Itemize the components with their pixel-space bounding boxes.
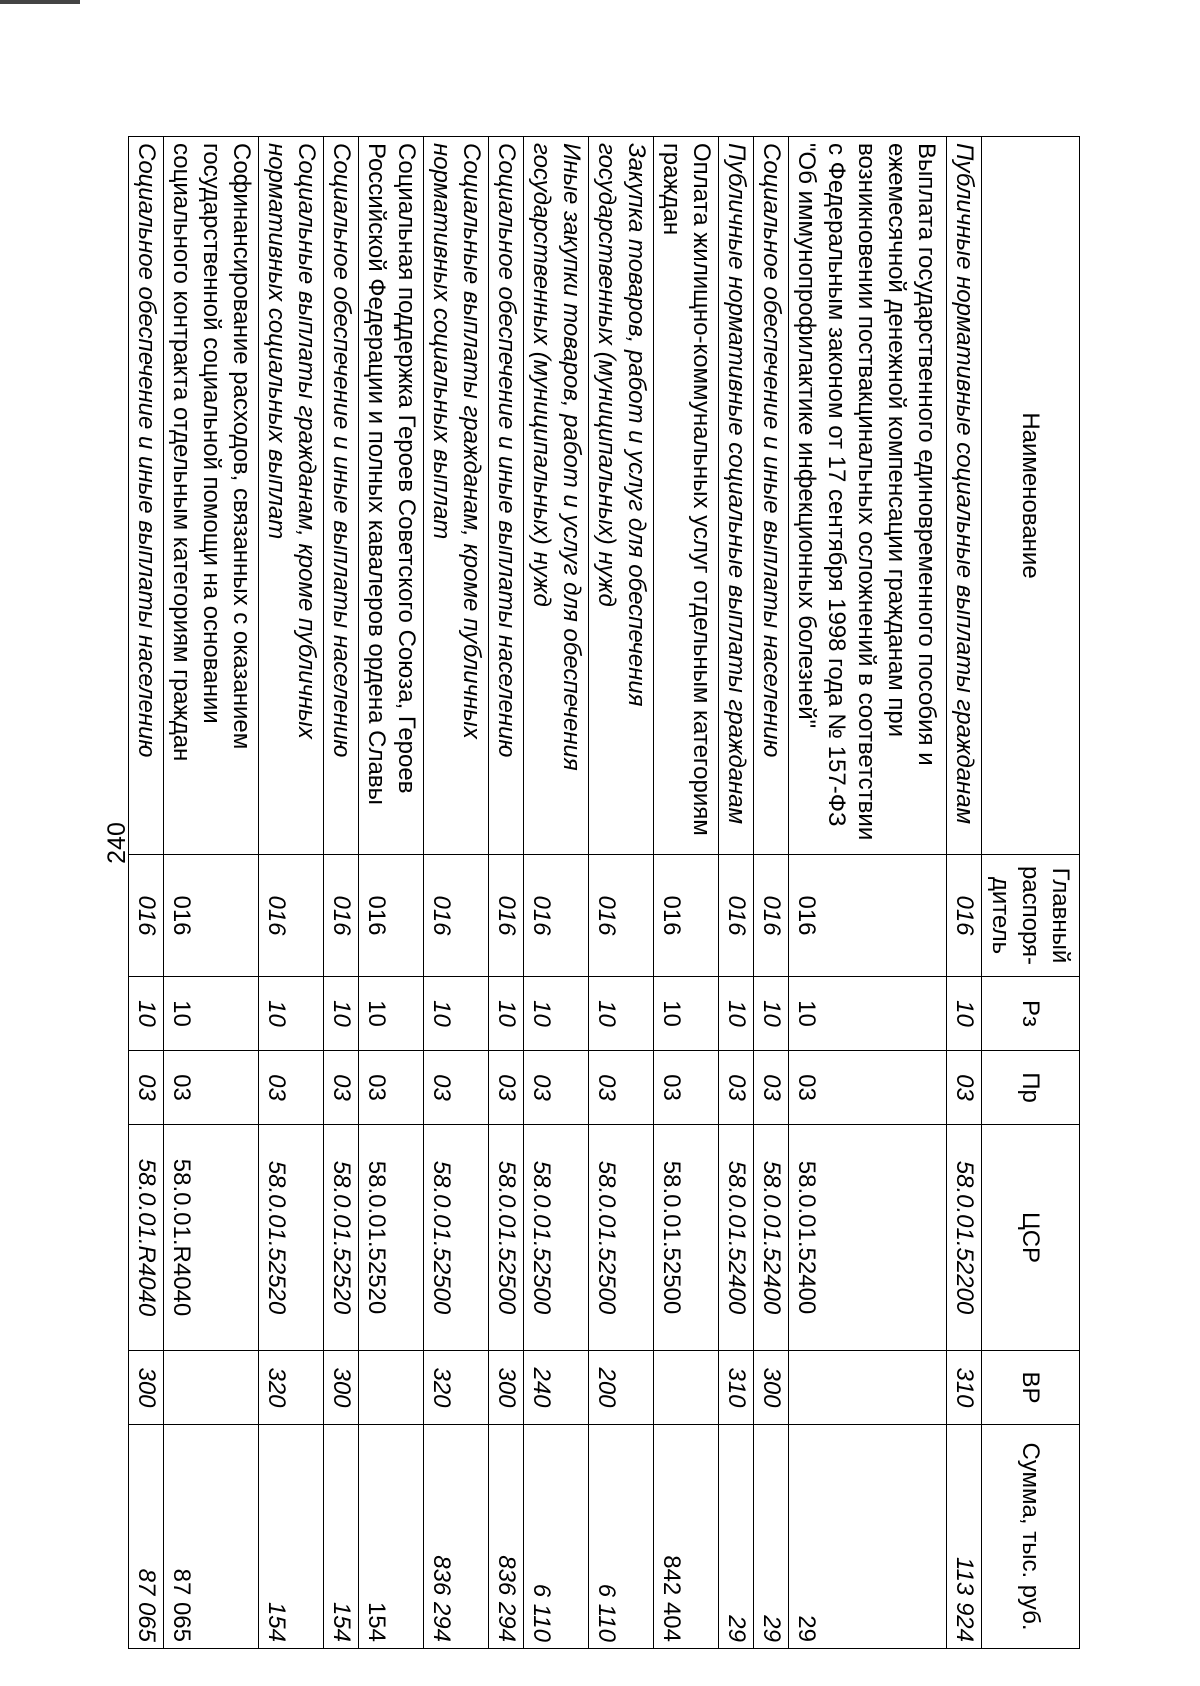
cell-sum: 6 110 [524, 1425, 589, 1649]
cell-csr: 58.0.01.52520 [324, 1125, 359, 1351]
cell-pr: 03 [947, 1051, 982, 1125]
cell-vr: 240 [524, 1351, 589, 1425]
cell-vr: 310 [947, 1351, 982, 1425]
cell-rz: 10 [259, 977, 324, 1051]
cell-rz: 10 [129, 977, 164, 1051]
table-row [524, 137, 589, 1649]
cell-pr: 03 [324, 1051, 359, 1125]
cell-name: Иные закупки товаров, работ и услуг для обеспечения государственных (муниципальных) нужд [524, 137, 589, 855]
page-number: 240 [102, 822, 131, 864]
cell-name: Закупка товаров, работ и услуг для обеспечения государственных (муниципальных) нужд [589, 137, 654, 855]
scan-edge-mark [0, 0, 80, 4]
cell-rz: 10 [524, 977, 589, 1051]
cell-pr: 03 [654, 1051, 719, 1125]
cell-csr: 58.0.01.52500 [524, 1125, 589, 1351]
cell-pr: 03 [524, 1051, 589, 1125]
cell-gr: 016 [164, 855, 259, 977]
cell-name: Социальное обеспечение и иные выплаты населению [489, 137, 524, 855]
header-name: Наименование [982, 137, 1080, 855]
cell-gr: 016 [754, 855, 789, 977]
cell-sum: 6 110 [589, 1425, 654, 1649]
table-row [424, 137, 489, 1649]
table-row [947, 137, 982, 1649]
cell-sum: 154 [359, 1425, 424, 1649]
cell-rz: 10 [359, 977, 424, 1051]
cell-rz: 10 [424, 977, 489, 1051]
cell-csr: 58.0.01.52500 [589, 1125, 654, 1351]
cell-csr: 58.0.01.52500 [489, 1125, 524, 1351]
table-row [589, 137, 654, 1649]
table-row [324, 137, 359, 1649]
cell-vr: 300 [129, 1351, 164, 1425]
cell-sum: 836 294 [424, 1425, 489, 1649]
cell-gr: 016 [947, 855, 982, 977]
cell-rz: 10 [754, 977, 789, 1051]
cell-pr: 03 [719, 1051, 754, 1125]
cell-sum: 87 065 [129, 1425, 164, 1649]
cell-gr: 016 [259, 855, 324, 977]
cell-name: Социальное обеспечение и иные выплаты населению [754, 137, 789, 855]
table-row [789, 137, 947, 1649]
header-sum: Сумма, тыс. руб. [982, 1425, 1080, 1649]
cell-csr: 58.0.01.52400 [719, 1125, 754, 1351]
cell-name: Социальное обеспечение и иные выплаты населению [324, 137, 359, 855]
cell-gr: 016 [359, 855, 424, 977]
cell-sum: 154 [259, 1425, 324, 1649]
rotated-table-area [133, 136, 1080, 1648]
cell-pr: 03 [129, 1051, 164, 1125]
cell-vr [359, 1351, 424, 1425]
cell-vr [789, 1351, 947, 1425]
cell-vr: 320 [424, 1351, 489, 1425]
budget-table [128, 136, 1080, 1649]
cell-pr: 03 [589, 1051, 654, 1125]
cell-vr [654, 1351, 719, 1425]
cell-pr: 03 [754, 1051, 789, 1125]
cell-csr: 58.0.01.52520 [359, 1125, 424, 1351]
table-row [164, 137, 259, 1649]
header-vr: ВР [982, 1351, 1080, 1425]
cell-gr: 016 [424, 855, 489, 977]
cell-pr: 03 [489, 1051, 524, 1125]
table-row [259, 137, 324, 1649]
header-csr: ЦСР [982, 1125, 1080, 1351]
cell-rz: 10 [789, 977, 947, 1051]
cell-csr: 58.0.01.52500 [654, 1125, 719, 1351]
cell-csr: 58.0.01.R4040 [129, 1125, 164, 1351]
cell-sum: 29 [754, 1425, 789, 1649]
cell-name: Софинансирование расходов, связанных с оказанием государственной социальной помощи на основании социального контракта отдельным категориям граждан [164, 137, 259, 855]
header-gr: Главный распоря-дитель [982, 855, 1080, 977]
table-row [489, 137, 524, 1649]
cell-vr: 300 [754, 1351, 789, 1425]
cell-name: Публичные нормативные социальные выплаты гражданам [947, 137, 982, 855]
cell-pr: 03 [164, 1051, 259, 1125]
table-row [754, 137, 789, 1649]
cell-vr: 300 [489, 1351, 524, 1425]
cell-gr: 016 [324, 855, 359, 977]
cell-name: Публичные нормативные социальные выплаты гражданам [719, 137, 754, 855]
cell-pr: 03 [789, 1051, 947, 1125]
cell-gr: 016 [129, 855, 164, 977]
cell-rz: 10 [947, 977, 982, 1051]
table-row [359, 137, 424, 1649]
cell-pr: 03 [259, 1051, 324, 1125]
cell-gr: 016 [524, 855, 589, 977]
cell-vr: 300 [324, 1351, 359, 1425]
table-row [654, 137, 719, 1649]
cell-rz: 10 [324, 977, 359, 1051]
cell-csr: 58.0.01.52520 [259, 1125, 324, 1351]
header-pr: Пр [982, 1051, 1080, 1125]
cell-csr: 58.0.01.52500 [424, 1125, 489, 1351]
cell-vr: 310 [719, 1351, 754, 1425]
cell-gr: 016 [719, 855, 754, 977]
cell-name: Выплата государственного единовременного пособия и ежемесячной денежной компенсации гражданам при возникновении поствакцинальных осложнений в соответствии с Федеральным законом от 17 сентября 1998 года № 157-ФЗ "Об иммунопрофилактике инфекционных болезней" [789, 137, 947, 855]
cell-name: Социальное обеспечение и иные выплаты населению [129, 137, 164, 855]
cell-sum: 154 [324, 1425, 359, 1649]
cell-pr: 03 [359, 1051, 424, 1125]
cell-csr: 58.0.01.52400 [754, 1125, 789, 1351]
cell-name: Социальная поддержка Героев Советского Союза, Героев Российской Федерации и полных кавалеров ордена Славы [359, 137, 424, 855]
cell-pr: 03 [424, 1051, 489, 1125]
cell-gr: 016 [589, 855, 654, 977]
cell-sum: 836 294 [489, 1425, 524, 1649]
cell-name: Социальные выплаты гражданам, кроме публичных нормативных социальных выплат [259, 137, 324, 855]
table-row [129, 137, 164, 1649]
cell-vr [164, 1351, 259, 1425]
cell-csr: 58.0.01.52400 [789, 1125, 947, 1351]
cell-sum: 87 065 [164, 1425, 259, 1649]
cell-csr: 58.0.01.R4040 [164, 1125, 259, 1351]
cell-rz: 10 [719, 977, 754, 1051]
cell-csr: 58.0.01.52200 [947, 1125, 982, 1351]
cell-vr: 200 [589, 1351, 654, 1425]
cell-sum: 29 [719, 1425, 754, 1649]
cell-vr: 320 [259, 1351, 324, 1425]
cell-sum: 842 404 [654, 1425, 719, 1649]
cell-gr: 016 [789, 855, 947, 977]
cell-name: Оплата жилищно-коммунальных услуг отдельным категориям граждан [654, 137, 719, 855]
cell-rz: 10 [489, 977, 524, 1051]
cell-rz: 10 [164, 977, 259, 1051]
table-header-row [982, 137, 1080, 1649]
cell-name: Социальные выплаты гражданам, кроме публичных нормативных социальных выплат [424, 137, 489, 855]
cell-gr: 016 [489, 855, 524, 977]
cell-rz: 10 [589, 977, 654, 1051]
cell-sum: 113 924 [947, 1425, 982, 1649]
header-rz: Рз [982, 977, 1080, 1051]
cell-gr: 016 [654, 855, 719, 977]
cell-sum: 29 [789, 1425, 947, 1649]
table-row [719, 137, 754, 1649]
cell-rz: 10 [654, 977, 719, 1051]
